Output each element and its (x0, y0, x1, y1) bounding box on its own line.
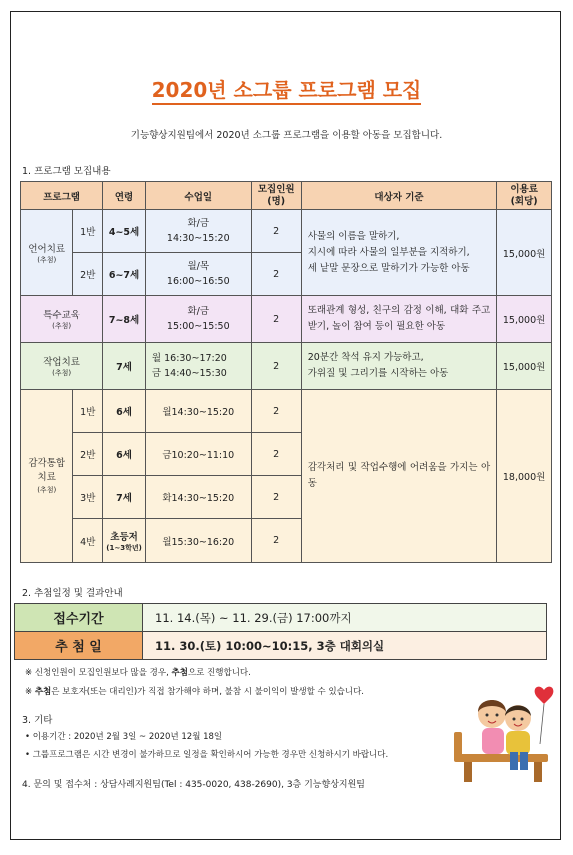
program-table (20, 181, 552, 563)
class-cell: 2반 (73, 253, 103, 296)
day-cell: 화/금 15:00~15:50 (145, 296, 251, 343)
header-capacity: 모집인원 (명) (251, 182, 301, 210)
note-2: ※ 추첨은 보호자(또는 대리인)가 직접 참가해야 하며, 불참 시 불이익이 발생할 수 있습니다. (25, 687, 364, 697)
girl-icon (478, 700, 506, 754)
age-cell: 7세 (103, 476, 146, 519)
apply-period-label: 접수기간 (15, 604, 143, 632)
day-cell: 화14:30~15:20 (145, 476, 251, 519)
table-row (21, 210, 552, 253)
class-cell: 1반 (73, 210, 103, 253)
program-name: 언어치료 (추첨) (21, 210, 73, 296)
age-cell: 7세 (103, 343, 146, 390)
program-name: 작업치료 (추첨) (21, 343, 103, 390)
note-1: ※ 신청인원이 모집인원보다 많을 경우, 추첨으로 진행합니다. (25, 668, 251, 678)
header-program: 프로그램 (21, 182, 103, 210)
table-row (21, 343, 552, 390)
draw-date-value: 11. 30.(토) 10:00~10:15, 3층 대회의실 (143, 632, 547, 660)
class-cell: 3반 (73, 476, 103, 519)
fee-cell: 15,000원 (497, 296, 552, 343)
age-cell: 초등저 (1~3학년) (103, 519, 146, 563)
day-cell: 금10:20~11:10 (145, 433, 251, 476)
age-cell: 7~8세 (103, 296, 146, 343)
criteria-cell: 20분간 착석 유지 가능하고, 가위질 및 그리기를 시작하는 아동 (301, 343, 496, 390)
draw-date-label: 추 첨 일 (15, 632, 143, 660)
table-row (21, 296, 552, 343)
capacity-cell: 2 (251, 433, 301, 476)
program-name: 특수교육 (추첨) (21, 296, 103, 343)
fee-cell: 15,000원 (497, 210, 552, 296)
intro-text: 기능향상지원팀에서 2020년 소그룹 프로그램을 이용할 아동을 모집합니다. (130, 130, 443, 141)
capacity-cell: 2 (251, 390, 301, 433)
schedule-table (14, 603, 547, 660)
criteria-cell: 또래관계 형성, 친구의 감정 이해, 대화 주고받기, 놀이 참여 등이 필요한 아동 (301, 296, 496, 343)
section-4-contact: 4. 문의 및 접수처 : 상담사례지원팀(Tel : 435-0020, 438-2690), 3층 기능향상지원팀 (22, 780, 365, 790)
section-3-heading: 3. 기타 (22, 715, 53, 726)
day-cell: 월/목 16:00~16:50 (145, 253, 251, 296)
capacity-cell: 2 (251, 343, 301, 390)
day-cell: 월 16:30~17:20 금 14:40~15:30 (145, 343, 251, 390)
fee-cell: 15,000원 (497, 343, 552, 390)
table-row (21, 390, 552, 433)
day-cell: 월14:30~15:20 (145, 390, 251, 433)
class-cell: 2반 (73, 433, 103, 476)
class-cell: 1반 (73, 390, 103, 433)
kids-on-bench-illustration (452, 684, 560, 784)
age-cell: 6세 (103, 390, 146, 433)
age-cell: 6~7세 (103, 253, 146, 296)
etc-item-notice: • 그룹프로그램은 시간 변경이 불가하므로 일정을 확인하시어 가능한 경우만 신청하시기 바랍니다. (25, 750, 389, 760)
criteria-cell: 사물의 이름을 말하기, 지시에 따라 사물의 일부분을 지적하기, 세 낱말 문장으로 말하기가 가능한 아동 (301, 210, 496, 296)
balloon-heart-icon (535, 687, 554, 744)
capacity-cell: 2 (251, 210, 301, 253)
class-cell: 4반 (73, 519, 103, 563)
age-cell: 4~5세 (103, 210, 146, 253)
apply-period-value: 11. 14.(목) ~ 11. 29.(금) 17:00까지 (143, 604, 547, 632)
capacity-cell: 2 (251, 519, 301, 563)
etc-item-period: • 이용기간 : 2020년 2월 3일 ~ 2020년 12월 18일 (25, 732, 223, 742)
criteria-cell: 감각처리 및 작업수행에 어려움을 가지는 아동 (301, 390, 496, 563)
day-cell: 월15:30~16:20 (145, 519, 251, 563)
header-age: 연령 (103, 182, 146, 210)
age-cell: 6세 (103, 433, 146, 476)
section-2-heading: 2. 추첨일정 및 결과안내 (22, 588, 123, 599)
header-fee: 이용료 (회당) (497, 182, 552, 210)
capacity-cell: 2 (251, 296, 301, 343)
program-name: 감각통합 치료 (추첨) (21, 390, 73, 563)
day-cell: 화/금 14:30~15:20 (145, 210, 251, 253)
fee-cell: 18,000원 (497, 390, 552, 563)
section-1-heading: 1. 프로그램 모집내용 (22, 166, 111, 177)
header-criteria: 대상자 기준 (301, 182, 496, 210)
capacity-cell: 2 (251, 476, 301, 519)
capacity-cell: 2 (251, 253, 301, 296)
header-day: 수업일 (145, 182, 251, 210)
page-title: 2020년 소그룹 프로그램 모집 (0, 74, 573, 103)
